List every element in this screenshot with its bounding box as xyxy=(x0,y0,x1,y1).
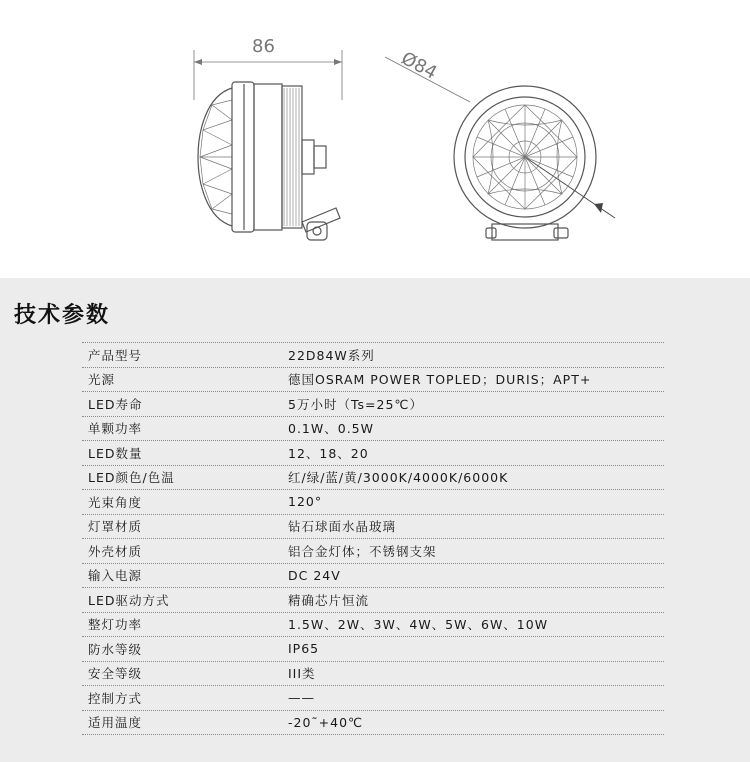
spec-value: 德国OSRAM POWER TOPLED；DURIS；APT+ xyxy=(288,372,592,388)
spec-value: III类 xyxy=(288,666,316,682)
spec-value: 12、18、20 xyxy=(288,445,369,461)
spec-row xyxy=(82,711,664,736)
spec-value: 1.5W、2W、3W、4W、5W、6W、10W xyxy=(288,617,549,633)
spec-value: IP65 xyxy=(288,641,320,657)
drawing-svg xyxy=(0,0,750,278)
diameter-dimension-label: Ø84 xyxy=(397,47,441,84)
spec-row xyxy=(82,342,664,368)
spec-label: 安全等级 xyxy=(88,666,143,682)
spec-label: LED驱动方式 xyxy=(88,592,170,608)
spec-label: 产品型号 xyxy=(88,347,143,363)
spec-label: LED寿命 xyxy=(88,396,143,412)
spec-label: 适用温度 xyxy=(88,715,143,731)
spec-label: 光源 xyxy=(88,372,116,388)
spec-label: 灯罩材质 xyxy=(88,519,143,535)
spec-row xyxy=(82,588,664,613)
spec-value: 铝合金灯体；不锈钢支架 xyxy=(288,543,437,559)
spec-row xyxy=(82,441,664,466)
spec-label: 光束角度 xyxy=(88,494,143,510)
technical-drawing xyxy=(0,0,750,278)
spec-row xyxy=(82,466,664,491)
spec-row xyxy=(82,613,664,638)
spec-row xyxy=(82,686,664,711)
spec-row xyxy=(82,662,664,687)
spec-row xyxy=(82,515,664,540)
spec-table xyxy=(82,342,664,735)
spec-value: 0.1W、0.5W xyxy=(288,421,374,437)
spec-row xyxy=(82,417,664,442)
spec-row xyxy=(82,490,664,515)
spec-value: 精确芯片恒流 xyxy=(288,592,370,608)
width-dimension-label: 86 xyxy=(252,36,275,57)
spec-label: 单颗功率 xyxy=(88,421,143,437)
spec-label: 外壳材质 xyxy=(88,543,143,559)
spec-section xyxy=(0,278,750,762)
spec-value: 5万小时（Ts=25℃） xyxy=(288,396,423,412)
spec-row xyxy=(82,392,664,417)
spec-label: LED数量 xyxy=(88,445,143,461)
spec-value: 22D84W系列 xyxy=(288,347,375,363)
spec-row xyxy=(82,564,664,589)
spec-label: 防水等级 xyxy=(88,641,143,657)
front-view xyxy=(385,57,615,240)
spec-row xyxy=(82,539,664,564)
spec-value: 红/绿/蓝/黄/3000K/4000K/6000K xyxy=(288,470,509,486)
spec-value: 120° xyxy=(288,494,323,510)
spec-value: -20˜+40℃ xyxy=(288,714,364,730)
section-title: 技术参数 xyxy=(14,302,111,328)
spec-label: 控制方式 xyxy=(88,690,143,706)
spec-value: 钻石球面水晶玻璃 xyxy=(288,519,397,535)
spec-label: 输入电源 xyxy=(88,568,143,584)
spec-value: DC 24V xyxy=(288,567,341,583)
spec-label: LED颜色/色温 xyxy=(88,470,175,486)
spec-value: —— xyxy=(288,690,315,706)
spec-label: 整灯功率 xyxy=(88,617,143,633)
side-view xyxy=(194,50,342,240)
spec-row xyxy=(82,637,664,662)
spec-row xyxy=(82,368,664,393)
